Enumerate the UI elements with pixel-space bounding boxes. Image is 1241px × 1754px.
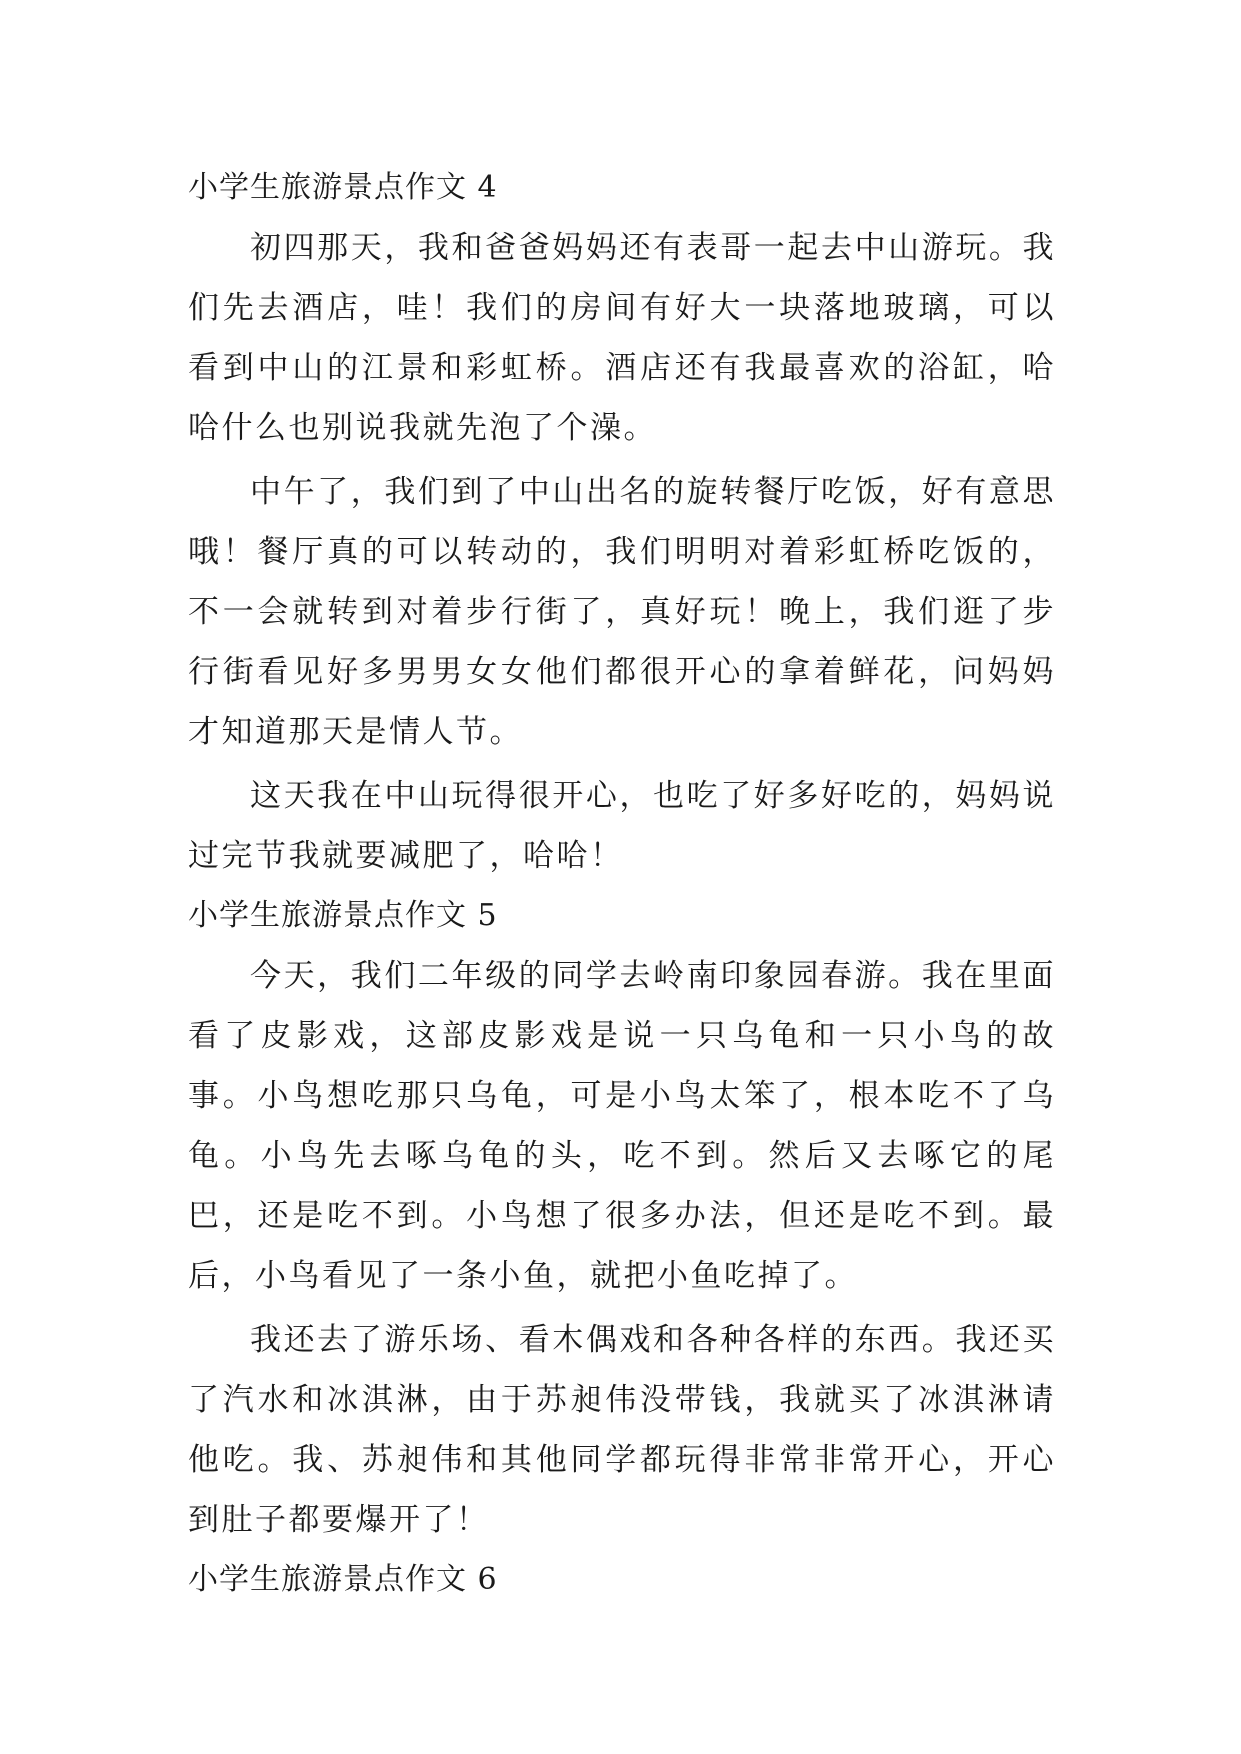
paragraph: 中午了，我们到了中山出名的旋转餐厅吃饭，好有意思哦！餐厅真的可以转动的，我们明明对着彩虹桥吃饭的，不一会就转到对着步行街了，真好玩！晚上，我们逛了步行街看见好多男男女女他们都很开心的拿着鲜花，问妈妈才知道那天是情人节。 — [188, 474, 1056, 750]
paragraph: 今天，我们二年级的同学去岭南印象园春游。我在里面看了皮影戏，这部皮影戏是说一只乌龟和一只小鸟的故事。小鸟想吃那只乌龟，可是小鸟太笨了，根本吃不了乌龟。小鸟先去啄乌龟的头，吃不到。然后又去啄它的尾巴，还是吃不到。小鸟想了很多办法，但还是吃不到。最后，小鸟看见了一条小鱼，就把小鱼吃掉了。 — [188, 958, 1056, 1294]
paragraph: 初四那天，我和爸爸妈妈还有表哥一起去中山游玩。我们先去酒店，哇！我们的房间有好大一块落地玻璃，可以看到中山的江景和彩虹桥。酒店还有我最喜欢的浴缸，哈哈什么也别说我就先泡了个澡。 — [188, 230, 1056, 446]
paragraph: 这天我在中山玩得很开心，也吃了好多好吃的，妈妈说过完节我就要减肥了，哈哈！ — [188, 778, 1056, 874]
section-heading: 小学生旅游景点作文 4 — [188, 170, 498, 205]
paragraph: 我还去了游乐场、看木偶戏和各种各样的东西。我还买了汽水和冰淇淋，由于苏昶伟没带钱，我就买了冰淇淋请他吃。我、苏昶伟和其他同学都玩得非常非常开心，开心到肚子都要爆开了！ — [188, 1322, 1056, 1538]
section-heading: 小学生旅游景点作文 5 — [188, 898, 498, 933]
document-page — [188, 158, 1056, 1610]
section-heading: 小学生旅游景点作文 6 — [188, 1562, 498, 1597]
